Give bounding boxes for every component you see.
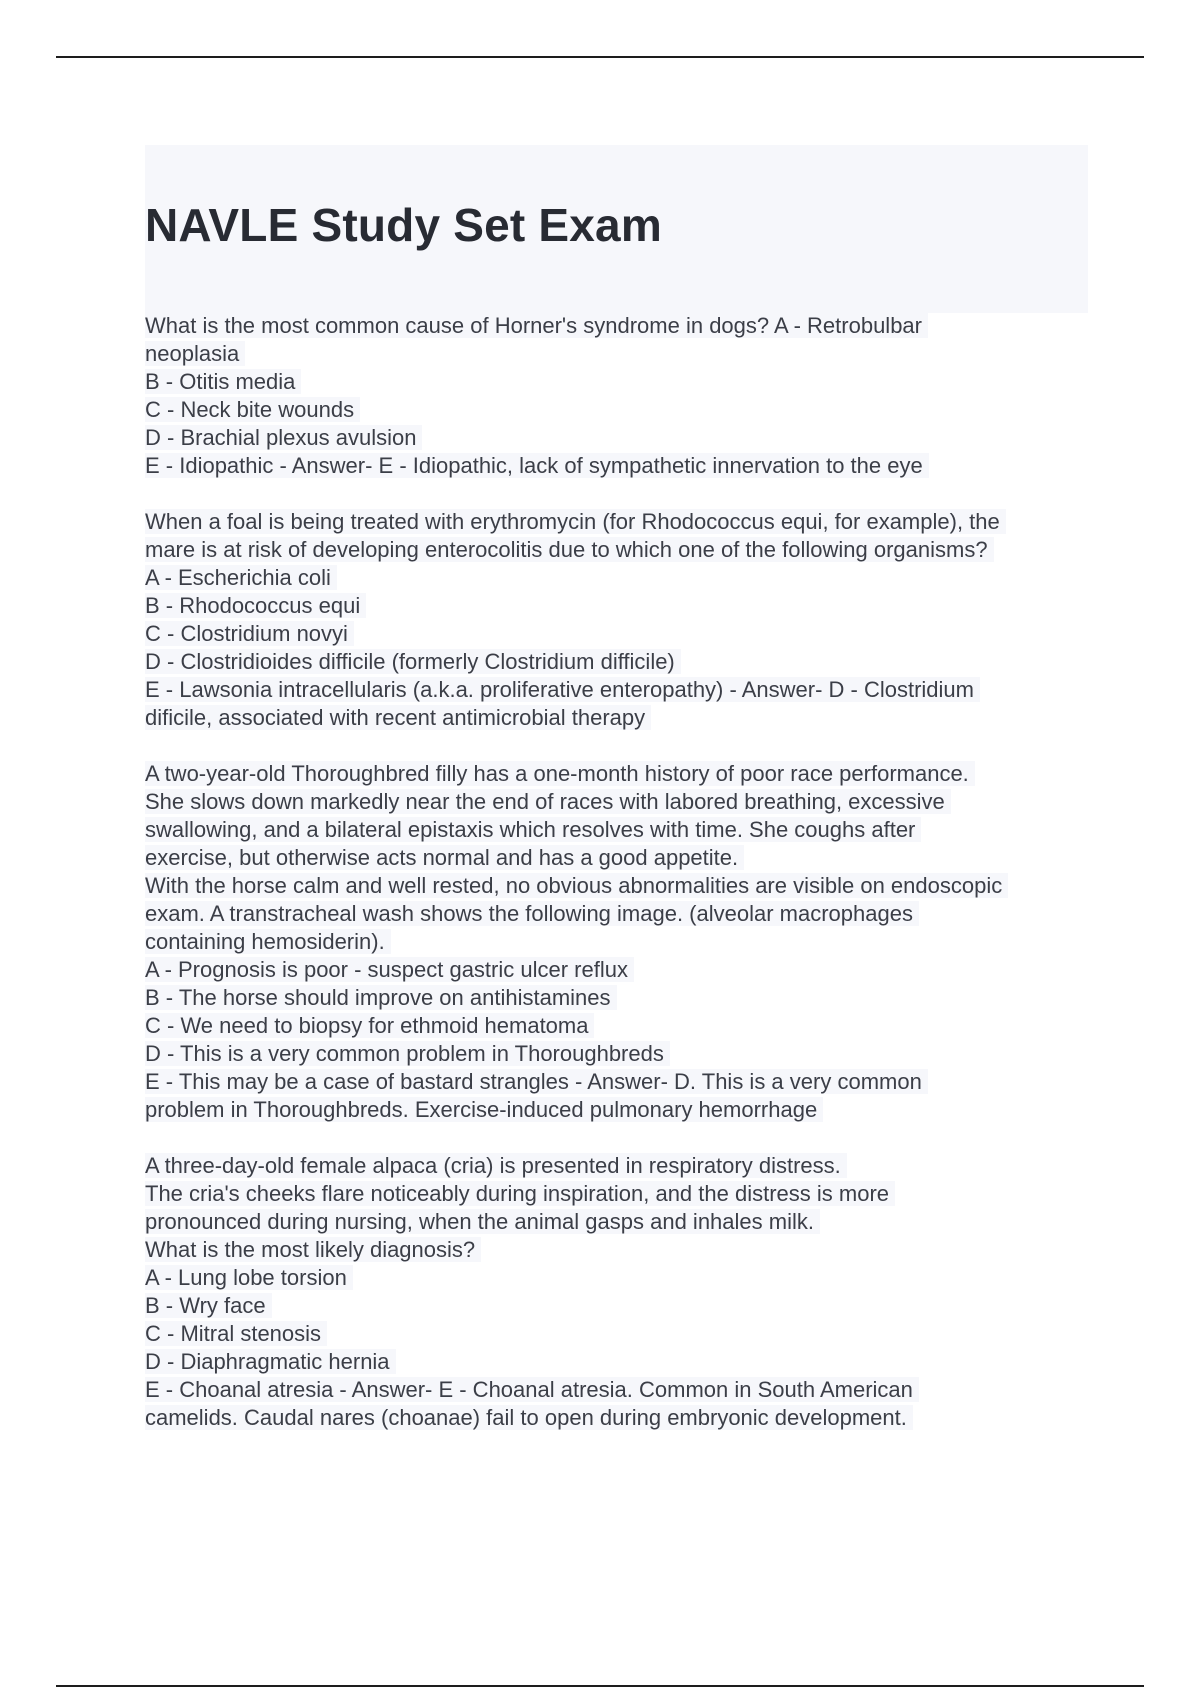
answer-option: D - Brachial plexus avulsion — [145, 424, 1090, 452]
text-line: exercise, but otherwise acts normal and has a good appetite. — [145, 844, 1090, 872]
text-line: swallowing, and a bilateral epistaxis which resolves with time. She coughs after — [145, 816, 1090, 844]
answer-option: C - We need to biopsy for ethmoid hematoma — [145, 1012, 1090, 1040]
text-line: She slows down markedly near the end of races with labored breathing, excessive — [145, 788, 1090, 816]
page-title: NAVLE Study Set Exam — [145, 199, 662, 251]
answer-option: C - Clostridium novyi — [145, 620, 1090, 648]
answer-option: B - Otitis media — [145, 368, 1090, 396]
answer-option: D - This is a very common problem in Thoroughbreds — [145, 1040, 1090, 1068]
question-block-2 — [145, 508, 1090, 732]
question-block-3 — [145, 760, 1090, 1124]
text-line: mare is at risk of developing enterocolitis due to which one of the following organisms? — [145, 536, 1090, 564]
text-line: problem in Thoroughbreds. Exercise-induced pulmonary hemorrhage — [145, 1096, 1090, 1124]
answer-option: E - Lawsonia intracellularis (a.k.a. proliferative enteropathy) - Answer- D - Clostridium — [145, 676, 1090, 704]
answer-option: D - Clostridioides difficile (formerly Clostridium difficile) — [145, 648, 1090, 676]
answer-option: A - Prognosis is poor - suspect gastric ulcer reflux — [145, 956, 1090, 984]
text-line: What is the most likely diagnosis? — [145, 1236, 1090, 1264]
answer-option: E - Idiopathic - Answer- E - Idiopathic, lack of sympathetic innervation to the eye — [145, 452, 1090, 480]
bottom-rule — [56, 1685, 1144, 1687]
text-line: dificile, associated with recent antimicrobial therapy — [145, 704, 1090, 732]
text-line: pronounced during nursing, when the animal gasps and inhales milk. — [145, 1208, 1090, 1236]
text-line: With the horse calm and well rested, no obvious abnormalities are visible on endoscopic — [145, 872, 1090, 900]
answer-option: A - Lung lobe torsion — [145, 1264, 1090, 1292]
question-block-4 — [145, 1152, 1090, 1432]
text-line: What is the most common cause of Horner's syndrome in dogs? A - Retrobulbar — [145, 312, 1090, 340]
answer-option: B - Wry face — [145, 1292, 1090, 1320]
answer-option: C - Neck bite wounds — [145, 396, 1090, 424]
question-block-1 — [145, 312, 1090, 480]
text-line: When a foal is being treated with erythromycin (for Rhodococcus equi, for example), the — [145, 508, 1090, 536]
text-line: neoplasia — [145, 340, 1090, 368]
answer-option: B - The horse should improve on antihistamines — [145, 984, 1090, 1012]
answer-option: D - Diaphragmatic hernia — [145, 1348, 1090, 1376]
qa-content — [145, 312, 1090, 1460]
top-rule — [56, 56, 1144, 58]
answer-option: C - Mitral stenosis — [145, 1320, 1090, 1348]
text-line: camelids. Caudal nares (choanae) fail to open during embryonic development. — [145, 1404, 1090, 1432]
answer-option: B - Rhodococcus equi — [145, 592, 1090, 620]
answer-option: E - Choanal atresia - Answer- E - Choanal atresia. Common in South American — [145, 1376, 1090, 1404]
answer-option: A - Escherichia coli — [145, 564, 1090, 592]
text-line: exam. A transtracheal wash shows the following image. (alveolar macrophages — [145, 900, 1090, 928]
text-line: The cria's cheeks flare noticeably during inspiration, and the distress is more — [145, 1180, 1090, 1208]
text-line: A three-day-old female alpaca (cria) is presented in respiratory distress. — [145, 1152, 1090, 1180]
text-line: A two-year-old Thoroughbred filly has a one-month history of poor race performance. — [145, 760, 1090, 788]
answer-option: E - This may be a case of bastard strangles - Answer- D. This is a very common — [145, 1068, 1090, 1096]
text-line: containing hemosiderin). — [145, 928, 1090, 956]
